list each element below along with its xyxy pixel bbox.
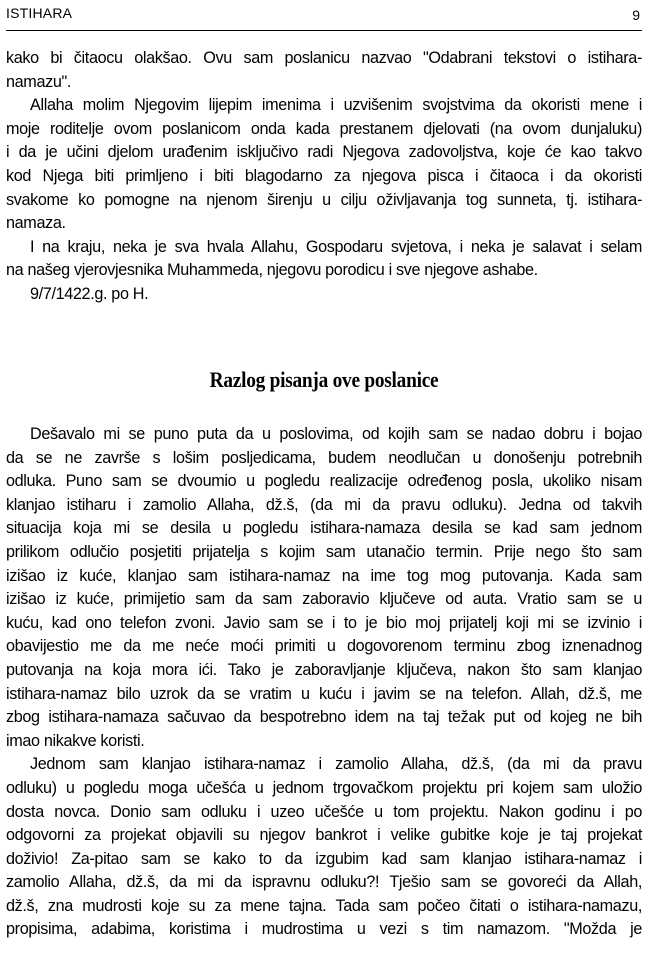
text-line: odluku) u pogledu moga učešća u jednom trgovačkom projektu pri kojem sam uložio xyxy=(6,778,642,797)
text-line: zamolio Allaha, dž.š, da mi da ispravnu odluku?! Tješio sam se govoreći da Allah, xyxy=(6,873,642,892)
text-line: moje roditelje ovom poslanicom onda kada prestanem djelovati (na ovom dunjaluku) xyxy=(6,119,642,138)
text-line: na našeg vjerovjesnika Muhammeda, njegovu porodicu i sve njegove ashabe. xyxy=(6,261,538,280)
text-line: namaza. xyxy=(6,214,66,233)
text-line: Jednom sam klanjao istihara-namaz i zamolio Allaha, dž.š, (da mi da pravu xyxy=(30,755,642,774)
date-line: 9/7/1422.g. po H. xyxy=(30,284,149,303)
text-line: dosta novca. Donio sam odluku i uzeo učešće u tom projektu. Nakon godinu i po xyxy=(6,802,642,821)
text-line: obavijestio me da me neće moći primiti u dogovorenom terminu zbog iznenadnog xyxy=(6,637,642,656)
text-line: prilikom odlučio posjetiti prijatelja s kojim sam utanačio termin. Prije nego što sam xyxy=(6,542,642,561)
text-line: izišao iz kuće, primijetio sam da sam zaboravio ključeve od auta. Vratio sam se u xyxy=(6,590,642,609)
text-line: putovanja na koja mora ići. Tako je zaboravljanje ključeva, nakon što sam klanjao xyxy=(6,660,642,679)
text-line: imao nikakve koristi. xyxy=(6,731,145,750)
text-line: izišao iz kuće, klanjao sam istihara-namaz na ime tog mog putovanja. Kada sam xyxy=(6,566,642,585)
intro-text-block xyxy=(6,47,642,307)
text-line: propisima, adabima, koristima i mudrostima u vezi s tim namazom. "Možda je xyxy=(6,920,642,939)
text-line: i da je učini djelom urađenim isključivo radi Njegova zadovoljstva, koje će kao takvo xyxy=(6,143,642,162)
text-line: svakome ko pomogne na njenom širenju u cilju oživljavanja tog sunneta, tj. istihara- xyxy=(6,190,642,209)
section-heading: Razlog pisanja ove poslanice xyxy=(209,367,439,392)
text-line: doživio! Za-pitao sam se kako to da izgubim kad sam klanjao istihara-namaz i xyxy=(6,849,642,868)
text-line: situacija koja mi se desila u pogledu istihara-namaza desila se kad sam jednom xyxy=(6,519,642,538)
text-line: zbog istihara-namaza sačuvao da bespotrebno idem na taj težak put od kojeg ne bih xyxy=(6,708,642,727)
text-line: kod Njega biti primljeno i biti blagodarno za njegova pisca i čitaoca i da okoristi xyxy=(6,166,642,185)
text-line: da se ne završe s lošim posljedicama, budem neodlučan u donošenju potrebnih xyxy=(6,448,642,467)
text-line: kako bi čitaocu olakšao. Ovu sam poslanicu nazvao "Odabrani tekstovi o istihara- xyxy=(6,49,642,67)
text-line: namazu". xyxy=(6,72,72,91)
text-line: Allaha molim Njegovim lijepim imenima i uzvišenim svojstvima da okoristi mene i xyxy=(30,96,642,115)
text-line: klanjao istiharu i zamolio Allaha, dž.š, (da mi da pravu odluku). Jedna od takvih xyxy=(6,495,642,514)
main-text-block xyxy=(6,423,642,942)
text-line: I na kraju, neka je sva hvala Allahu, Gospodaru svjetova, i neka je salavat i selam xyxy=(30,237,642,256)
text-line: odluka. Puno sam se dvoumio u pogledu realizacije određenog posla, ukoliko nisam xyxy=(6,472,642,491)
text-line: dž.š, zna mudrosti koje su za mene tajna. Tada sam počeo čitati o istihara-namazu, xyxy=(6,896,642,915)
page-number: 9 xyxy=(632,7,640,23)
text-line: odgovorni za projekat objavili su njegov bankrot i velike gubitke koje je taj projekat xyxy=(6,826,642,845)
text-line: istihara-namaz bilo uzrok da se vratim u kuću i javim se na telefon. Allah, dž.š, me xyxy=(6,684,642,703)
running-header xyxy=(6,2,642,31)
text-line: Dešavalo mi se puno puta da u poslovima, od kojih sam se nadao dobru i bojao xyxy=(30,425,642,443)
running-title: ISTIHARA xyxy=(6,5,73,21)
text-line: kuću, kad ono telefon zvoni. Javio sam se i to je bio moj prijatelj koji mi se izvinio i xyxy=(6,613,642,632)
